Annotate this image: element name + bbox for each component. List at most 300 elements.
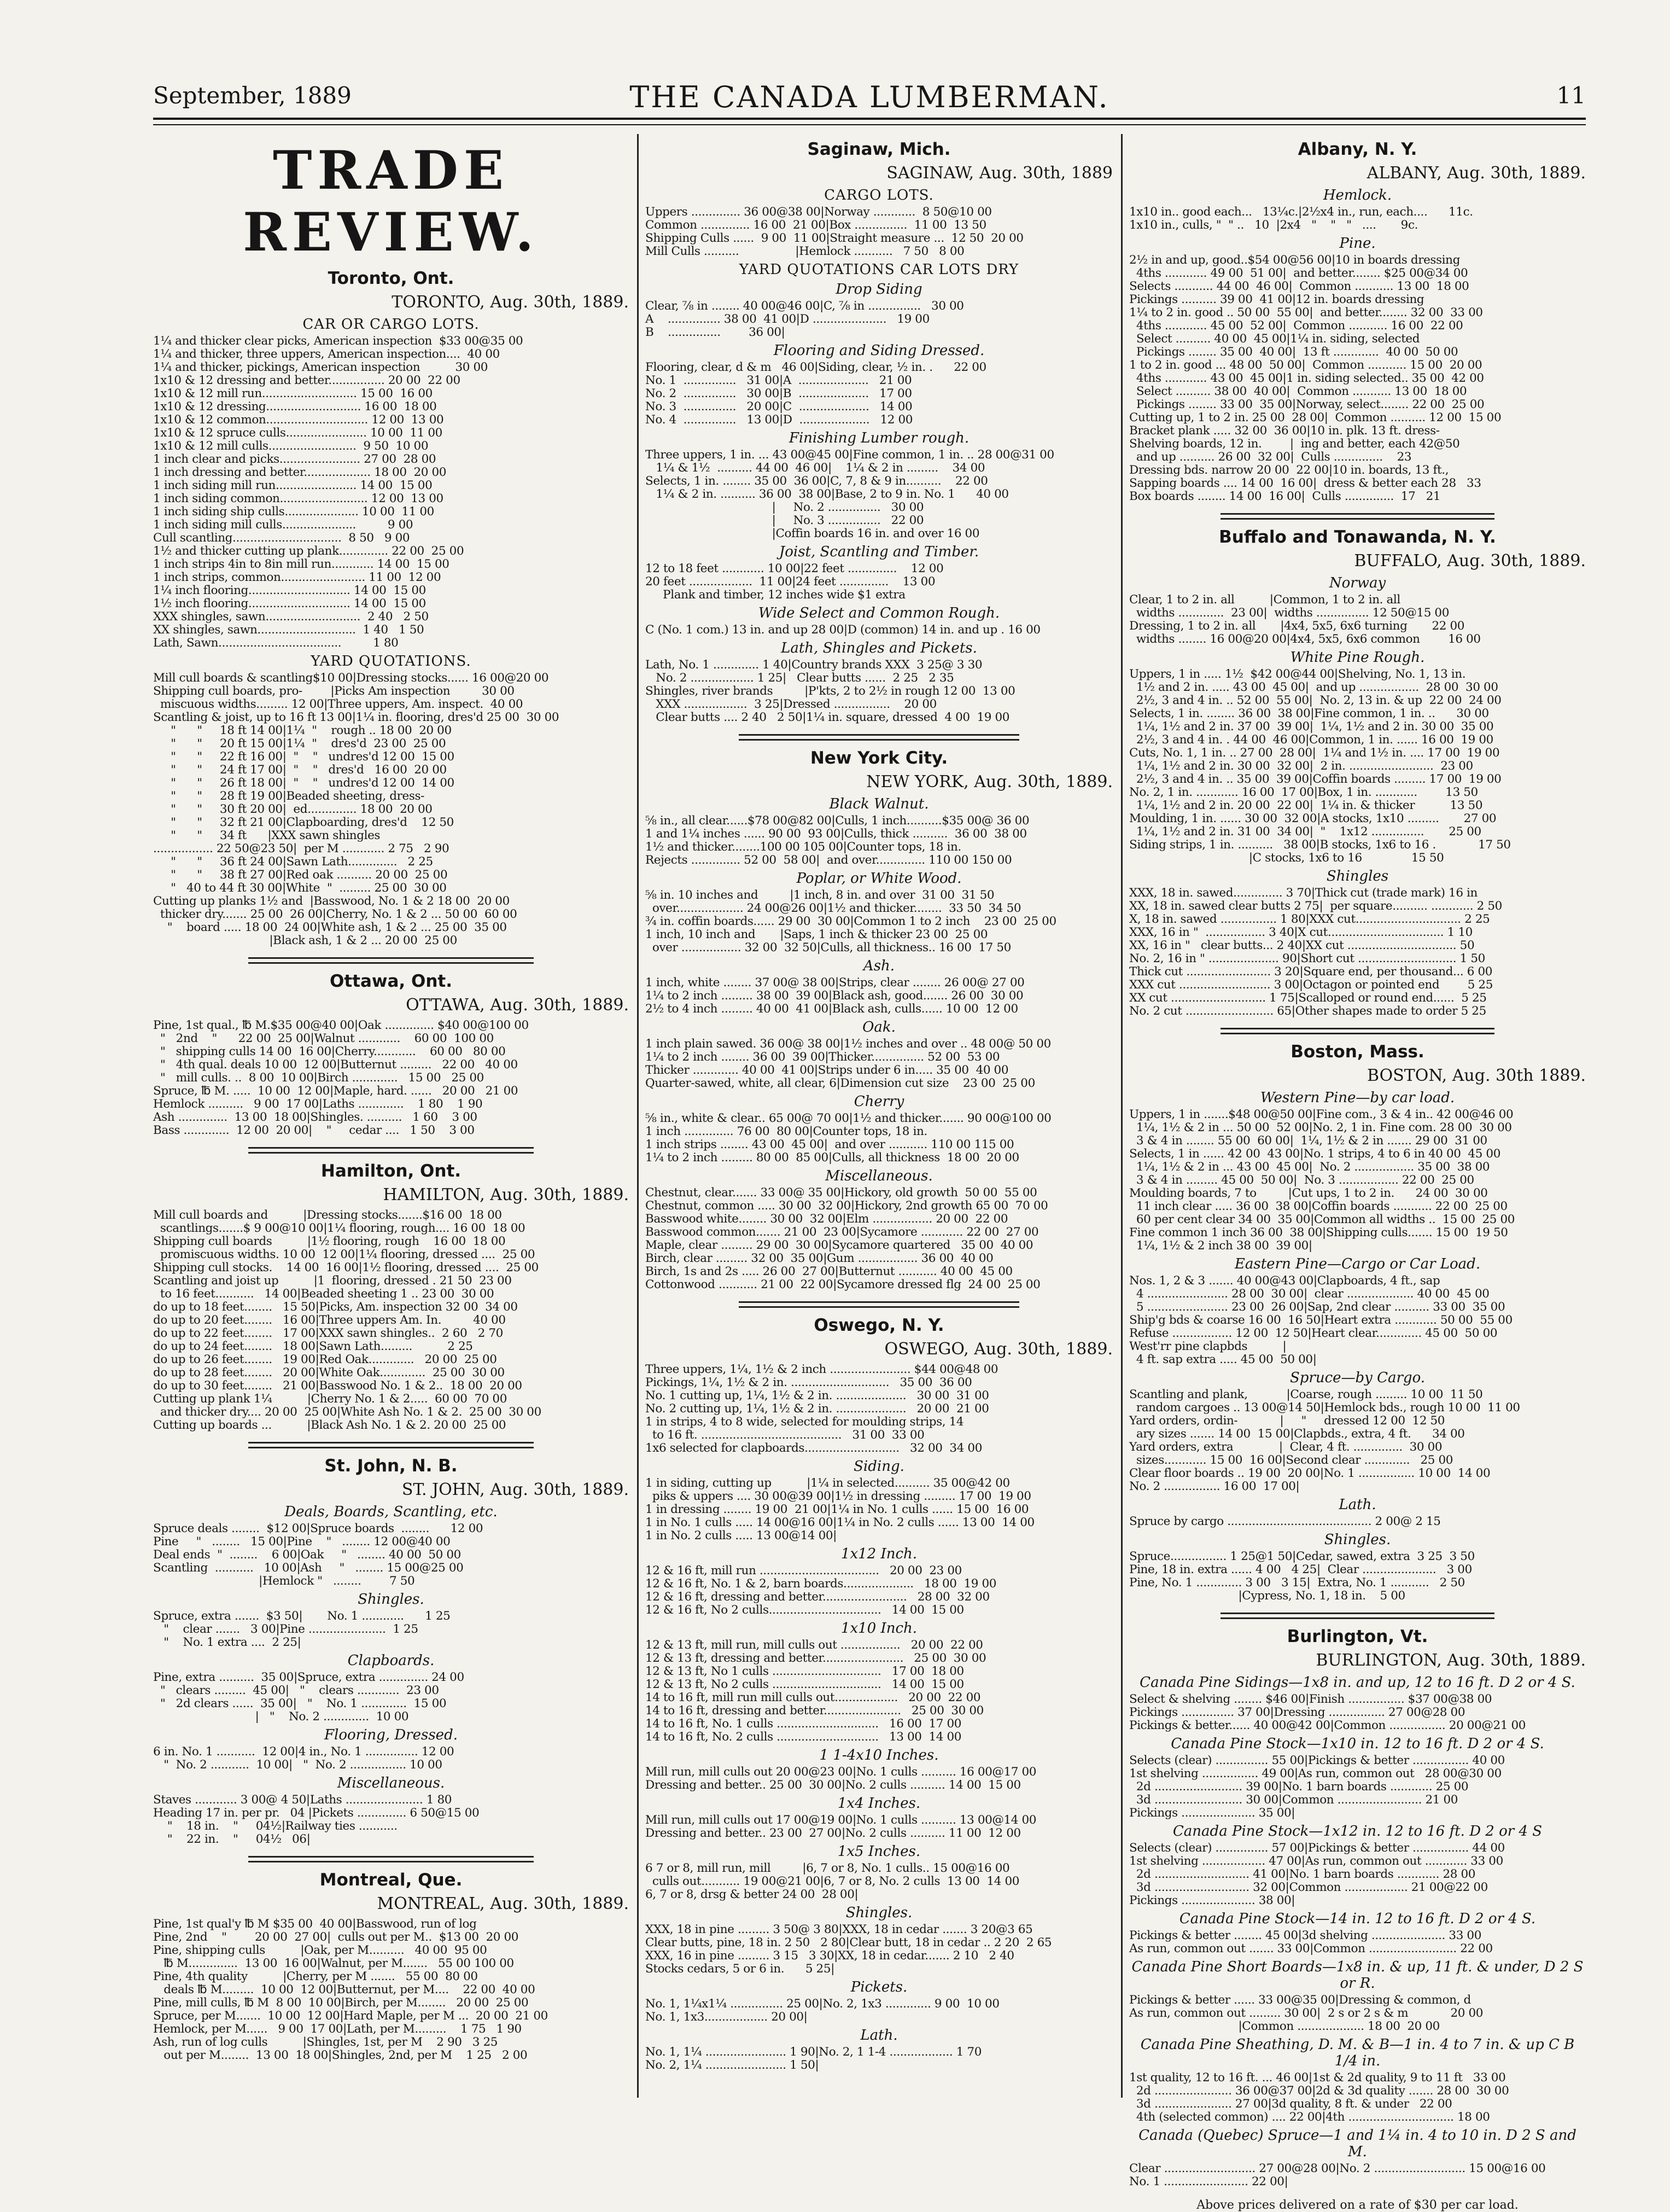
market-section: [153, 971, 629, 1137]
price-line: Pickings & better...... 40 00@42 00|Common ................ 20 00@21 00: [1129, 1719, 1526, 1732]
price-line: " 22 in. " 04½ 06|: [153, 1832, 311, 1846]
block-subheading: Clapboards.: [347, 1652, 435, 1669]
price-line: " No. 2 ........... 10 00| " No. 2 ................ 10 00: [153, 1758, 442, 1772]
price-line: do up to 24 feet........ 18 00|Sawn Lath......... 2 25: [153, 1340, 473, 1353]
price-line: Fine common 1 inch 36 00 38 00|Shipping culls....... 15 00 19 50: [1129, 1226, 1508, 1239]
price-line: 2½ in and up, good..$54 00@56 00|10 in boards dressing: [1129, 253, 1460, 267]
market-section: [1129, 1042, 1586, 1603]
market-section: [645, 139, 1113, 724]
block-subheading: Cherry: [854, 1093, 904, 1110]
price-line: widths ........ 16 00@20 00|4x4, 5x5, 6x6 common 16 00: [1129, 632, 1481, 646]
block-subheading: Canada Pine Stock—1x12 in. 12 to 16 ft. D 2 or 4 S: [1172, 1823, 1543, 1840]
price-line: 1 in siding, cutting up |1¼ in selected.......... 35 00@42 00: [645, 1476, 1010, 1490]
price-line: " No. 1 extra .... 2 25|: [153, 1635, 301, 1649]
price-line: 2d ...................... 36 00@37 00|2d & 3d quality ....... 28 00 30 00: [1129, 2084, 1509, 2098]
price-line: 1½ and thicker cutting up plank.............. 22 00 25 00: [153, 544, 464, 558]
price-line: " 40 to 44 ft 30 00|White " ......... 25 00 30 00: [153, 881, 447, 895]
price-line: 1 inch strips 4in to 8in mill run............ 14 00 15 00: [153, 557, 449, 571]
price-line: |Common ................... 18 00 20 00: [1129, 2019, 1440, 2033]
price-line: ary sizes ....... 14 00 15 00|Clapbds., extra, 4 ft. 34 00: [1129, 1427, 1465, 1441]
price-line: Mill run, mill culls out 20 00@23 00|No. 1 culls .......... 16 00@17 00: [645, 1765, 1037, 1779]
price-line: Sapping boards .... 14 00 16 00| dress & better each 28 33: [1129, 476, 1481, 490]
market-section: [1129, 527, 1586, 1018]
price-line: " " 30 ft 20 00| ed.............. 18 00 20 00: [153, 802, 433, 816]
column-right: [1129, 134, 1586, 2212]
price-line: 2½ to 4 inch ......... 40 00 41 00|Black ash, culls...... 10 00 12 00: [645, 1002, 1018, 1016]
price-line: Shipping cull boards, pro- |Picks Am inspection 30 00: [153, 684, 515, 698]
price-line: 1 in No. 1 culls ..... 14 00@16 00|1¼ in No. 2 culls ...... 13 00 14 00: [645, 1516, 1035, 1529]
price-line: Hemlock, per M...... 9 00 17 00|Lath, per M......... 1 75 1 90: [153, 2022, 522, 2036]
price-line: XXX cut .......................... 3 00|Octagon or pointed end 5 25: [1129, 978, 1493, 992]
block-subheading: Canada Pine Stock—1x10 in. 12 to 16 ft. D 2 or 4 S.: [1171, 1736, 1544, 1752]
price-line: 1st shelving ................ 49 00|As run, common out 28 00@30 00: [1129, 1767, 1502, 1780]
price-line: 1 inch plain sawed. 36 00@ 38 00|1½ inches and over .. 48 00@ 50 00: [645, 1037, 1051, 1051]
price-line: 1 inch dressing and better................... 18 00 20 00: [153, 465, 447, 479]
price-line: No. 1 ........................ 22 00|: [1129, 2175, 1288, 2188]
price-line: 1¼ to 2 in. good .. 50 00 55 00| and better........ 32 00 33 00: [1129, 306, 1483, 319]
price-line: 2½, 3 and 4 in. .. 35 00 39 00|Coffin boards ......... 17 00 19 00: [1129, 772, 1502, 786]
price-line: Ash .............. 13 00 18 00|Shingles. .......... 1 60 3 00: [153, 1110, 477, 1124]
price-line: Ship'g bds & coarse 16 00 16 50|Heart extra ............ 50 00 55 00: [1129, 1313, 1513, 1327]
price-line: 2½, 3 and 4 in. .. 52 00 55 00| No. 2, 13 in. & up 22 00 24 00: [1129, 694, 1502, 707]
price-line: widths ............. 23 00| widths ............... 12 50@15 00: [1129, 606, 1449, 620]
market-dateline: ALBANY, Aug. 30th, 1889.: [1367, 164, 1586, 183]
market-section: [645, 748, 1113, 1291]
block-subheading: 1x12 Inch.: [840, 1546, 918, 1562]
market-dateline: BOSTON, Aug. 30th 1889.: [1367, 1066, 1586, 1085]
block-heading: CARGO LOTS.: [824, 187, 934, 203]
price-line: 4ths ............ 49 00 51 00| and better........ $25 00@34 00: [1129, 266, 1468, 280]
price-line: 1¼, 1½ and 2 in. 30 00 32 00| 2 in. ........................ 23 00: [1129, 759, 1473, 773]
market-dateline: BURLINGTON, Aug. 30th, 1889.: [1316, 1651, 1586, 1670]
price-line: XXX, 18 in. sawed.............. 3 70|Thick cut (trade mark) 16 in: [1129, 886, 1478, 900]
price-line: Pine " ........ 15 00|Pine " ........ 12 00@40 00: [153, 1535, 451, 1549]
price-line: Pine, 4th quality |Cherry, per M ....... 55 00 80 00: [153, 1970, 478, 1983]
price-line: 12 & 16 ft, No 2 culls................................ 14 00 15 00: [645, 1603, 964, 1617]
price-line: " " 28 ft 19 00|Beaded sheeting, dress-: [153, 789, 424, 803]
price-line: No. 2 .................. 1 25| Clear butts ...... 2 25 2 35: [645, 671, 954, 685]
price-line: Spruce, per M....... 10 00 12 00|Hard Maple, per M ... 20 00 21 00: [153, 2009, 548, 2023]
price-line: out per M........ 13 00 18 00|Shingles, 2nd, per M 1 25 2 00: [153, 2048, 528, 2062]
price-line: Lath, Sawn................................... 1 80: [153, 636, 399, 650]
price-line: Selects (clear) ............... 55 00|Pickings & better ................ 40 00: [1129, 1754, 1505, 1767]
market-title: Montreal, Que.: [319, 1870, 463, 1890]
price-line: 1 in strips, 4 to 8 wide, selected for moulding strips, 14: [645, 1415, 964, 1429]
price-line: |Black ash, 1 & 2 ... 20 00 25 00: [153, 934, 457, 947]
price-line: 3 & 4 in ........ 55 00 60 00| 1¼, 1½ & 2 in ....... 29 00 31 00: [1129, 1134, 1487, 1148]
price-line: 1¼ & 2 in. .......... 36 00 38 00|Base, 2 to 9 in. No. 1 40 00: [645, 487, 1009, 501]
price-line: Cottonwood ........... 21 00 22 00|Sycamore dressed flg 24 00 25 00: [645, 1278, 1041, 1291]
price-line: Pickings ........ 35 00 40 00| 13 ft ............. 40 00 50 00: [1129, 345, 1458, 359]
price-line: 14 to 16 ft, No. 2 culls ............................. 13 00 14 00: [645, 1730, 962, 1744]
price-line: Scantling and plank, |Coarse, rough ......... 10 00 11 50: [1129, 1388, 1483, 1401]
price-line: 1 inch strips, common........................ 11 00 12 00: [153, 571, 441, 584]
price-line: No. 1 ............... 31 00|A .................... 21 00: [645, 374, 912, 387]
block-subheading: Shingles: [1326, 868, 1389, 884]
price-line: Plank and timber, 12 inches wide $1 extra: [645, 588, 906, 602]
price-line: 1x10 & 12 dressing........................... 16 00 18 00: [153, 400, 437, 414]
price-line: Shelving boards, 12 in. | ing and better, each 42@50: [1129, 437, 1460, 451]
price-line: thicker dry....... 25 00 26 00|Cherry, No. 1 & 2 ... 50 00 60 00: [153, 907, 517, 921]
price-line: miscuous widths......... 12 00|Three uppers, Am. inspect. 40 00: [153, 697, 523, 711]
price-line: Clear, 1 to 2 in. all |Common, 1 to 2 in. all: [1129, 593, 1400, 607]
price-line: 1 and 1¼ inches ...... 90 00 93 00|Culls, thick .......... 36 00 38 00: [645, 827, 1027, 841]
masthead: [153, 82, 1586, 120]
price-line: Spruce deals ........ $12 00|Spruce boards ........ 12 00: [153, 1522, 483, 1535]
price-line: " " 32 ft 21 00|Clapboarding, dres'd 12 50: [153, 816, 454, 829]
price-line: Pine, 18 in. extra ...... 4 00 4 25| Clear ..................... 3 00: [1129, 1563, 1472, 1576]
price-line: 1 inch clear and picks....................... 27 00 28 00: [153, 452, 436, 466]
price-line: " " 18 ft 14 00|1¼ " rough .. 18 00 20 00: [153, 724, 452, 737]
market-dateline: ST. JOHN, Aug. 30th, 1889.: [401, 1480, 629, 1499]
block-subheading: Black Walnut.: [829, 796, 929, 812]
price-line: | No. 2 ............... 30 00: [645, 500, 924, 514]
price-line: Common .............. 16 00 21 00|Box ............... 11 00 13 50: [645, 218, 986, 232]
section-divider: [739, 734, 1019, 741]
price-line: X, 18 in. sawed ................ 1 80|XXX cut.............................. 2 25: [1129, 912, 1490, 926]
block-subheading: White Pine Rough.: [1290, 649, 1425, 666]
price-line: 1¼ to 2 inch ......... 80 00 85 00|Culls, all thickness 18 00 20 00: [645, 1151, 1019, 1165]
issue-date: September, 1889: [153, 82, 352, 109]
price-line: Chestnut, common ..... 30 00 32 00|Hickory, 2nd growth 65 00 70 00: [645, 1199, 1048, 1213]
price-line: Pine, extra .......... 35 00|Spruce, extra .............. 24 00: [153, 1670, 464, 1684]
block-subheading: Lath.: [1339, 1497, 1376, 1513]
price-line: 1st shelving .................. 47 00|As run, common out ............ 33 00: [1129, 1854, 1503, 1868]
price-line: ⅝ in., all clear......$78 00@82 00|Culls, 1 inch..........$35 00@ 36 00: [645, 814, 1030, 828]
price-line: 1 inch, white ........ 37 00@ 38 00|Strips, clear ........ 26 00@ 27 00: [645, 976, 1025, 989]
price-line: 12 & 13 ft, dressing and better....................... 25 00 30 00: [645, 1651, 986, 1665]
price-line: " mill culls. .. 8 00 10 00|Birch ............. 15 00 25 00: [153, 1071, 484, 1085]
price-line: 1¼ and thicker, three uppers, American inspection.... 40 00: [153, 347, 500, 361]
price-line: Pickings ..................... 38 00|: [1129, 1894, 1295, 1907]
price-line: No. 1, 1x3.................. 20 00|: [645, 2010, 808, 2024]
price-line: |Hemlock " ........ 7 50: [153, 1574, 415, 1588]
block-subheading: Canada (Quebec) Spruce—1 and 1¼ in. 4 to 10 in. D 2 S and M.: [1138, 2127, 1576, 2160]
price-line: |C stocks, 1x6 to 16 15 50: [1129, 851, 1444, 865]
price-line: Siding strips, 1 in. .......... 38 00|B stocks, 1x6 to 16 . 17 50: [1129, 838, 1511, 852]
price-line: Pine, No. 1 ............. 3 00 3 15| Extra, No. 1 ........... 2 50: [1129, 1576, 1465, 1590]
price-line: Spruce, ℔ M. ..... 10 00 12 00|Maple, hard. ...... 20 00 21 00: [153, 1084, 518, 1098]
price-line: 4th (selected common) .... 22 00|4th .............................. 18 00: [1129, 2110, 1490, 2124]
price-line: No. 1, 1¼ ....................... 1 90|No. 2, 1 1-4 .................. 1 70: [645, 2045, 982, 2059]
trade-review-heading: TRADE REVIEW.: [243, 139, 539, 263]
block-heading: YARD QUOTATIONS.: [311, 653, 471, 670]
price-line: do up to 18 feet........ 15 50|Picks, Am. inspection 32 00 34 00: [153, 1300, 518, 1314]
price-line: Spruce by cargo ......................................... 2 00@ 2 15: [1129, 1515, 1441, 1528]
price-line: B ............... 36 00|: [645, 325, 785, 339]
price-line: Scantling ........... 10 00|Ash " ........ 15 00@25 00: [153, 1561, 464, 1575]
price-line: Birch, clear ......... 32 00 35 00|Gum ................. 36 00 40 00: [645, 1251, 994, 1265]
price-line: Bass ............. 12 00 20 00| " cedar .... 1 50 3 00: [153, 1124, 475, 1137]
price-line: do up to 20 feet........ 16 00|Three uppers Am. In. 40 00: [153, 1313, 506, 1327]
price-line: As run, common out ......... 30 00| 2 s or 2 s & m 20 00: [1129, 2006, 1484, 2020]
price-line: 1¼ inch flooring............................. 14 00 15 00: [153, 584, 426, 597]
section-divider: [248, 1442, 534, 1448]
price-line: " clear ....... 3 00|Pine ...................... 1 25: [153, 1622, 418, 1636]
price-line: 1½ and 2 in. ..... 43 00 45 00| and up ................. 28 00 30 00: [1129, 680, 1498, 694]
market-title: Oswego, N. Y.: [814, 1315, 944, 1335]
price-line: Scantling & joist, up to 16 ft 13 00|1¼ in. flooring, dres'd 25 00 30 00: [153, 711, 559, 724]
price-line: Pickings & better ........ 45 00|3d shelving ..................... 33 00: [1129, 1929, 1481, 1942]
price-line: No. 2, 1¼ ....................... 1 50|: [645, 2058, 819, 2072]
price-line: Flooring, clear, d & m 46 00|Siding, clear, ½ in. . 22 00: [645, 360, 986, 374]
block-subheading: Pine.: [1339, 235, 1376, 252]
price-line: 3d ......................... 30 00|Common ........................ 21 00: [1129, 1793, 1458, 1807]
price-line: Clear .......................... 27 00@28 00|No. 2 .......................... 15 00@16 00: [1129, 2162, 1546, 2175]
price-line: 1 inch .............. 76 00 80 00|Counter tops, 18 in.: [645, 1125, 927, 1138]
price-line: No. 2 ............... 30 00|B .................... 17 00: [645, 387, 912, 400]
price-line: Dressing, 1 to 2 in. all |4x4, 5x5, 6x6 turning 22 00: [1129, 619, 1465, 633]
price-line: No. 4 ............... 13 00|D .................... 12 00: [645, 413, 913, 427]
price-line: 1 inch siding ship culls..................... 10 00 11 00: [153, 505, 434, 519]
section-divider: [1221, 513, 1494, 520]
price-line: As run, common out ....... 33 00|Common ......................... 22 00: [1129, 1942, 1493, 1955]
block-subheading: Lath, Shingles and Pickets.: [781, 640, 977, 656]
price-line: Clear butts, pine, 18 in. 2 50 2 80|Clear butt, 18 in cedar .. 2 20 2 65: [645, 1936, 1052, 1949]
price-line: Scantling and joist up |1 flooring, dressed . 21 50 23 00: [153, 1274, 512, 1288]
price-line: do up to 26 feet........ 19 00|Red Oak............. 20 00 25 00: [153, 1353, 497, 1366]
market-title: Toronto, Ont.: [328, 269, 454, 288]
price-line: Mill run, mill culls out 17 00@19 00|No. 1 culls .......... 13 00@14 00: [645, 1813, 1037, 1827]
price-line: Cutting up plank 1¼ |Cherry No. 1 & 2..... 60 00 70 00: [153, 1392, 507, 1406]
price-line: No. 2, 1 in. ............ 16 00 17 00|Box, 1 in. ............ 13 50: [1129, 785, 1478, 799]
column-divider: [637, 134, 639, 2098]
price-line: Yard orders, extra | Clear, 4 ft. .............. 30 00: [1129, 1440, 1443, 1454]
price-line: Pine, 2nd " 20 00 27 00| culls out per M.. $13 00 20 00: [153, 1930, 519, 1944]
price-line: Three uppers, 1 in. ... 43 00@45 00|Fine common, 1 in. .. 28 00@31 00: [645, 448, 1054, 462]
price-line: Selects (clear) ............... 57 00|Pickings & better ................ 44 00: [1129, 1841, 1505, 1855]
price-line: 5 ....................... 23 00 26 00|Sap, 2nd clear .......... 33 00 35 00: [1129, 1300, 1505, 1314]
price-line: to 16 feet........... 14 00|Beaded sheeting 1 .. 23 00 30 00: [153, 1287, 494, 1301]
price-line: Selects ........... 44 00 46 00| Common ........... 13 00 18 00: [1129, 280, 1469, 293]
price-line: 11 inch clear ..... 36 00 38 00|Coffin boards ........... 22 00 25 00: [1129, 1200, 1508, 1213]
price-line: Clear, ⅞ in ........ 40 00@46 00|C, ⅞ in ............... 30 00: [645, 299, 964, 313]
market-dateline: MONTREAL, Aug. 30th, 1889.: [377, 1894, 629, 1913]
market-title: Burlington, Vt.: [1287, 1627, 1428, 1646]
price-line: Cutting up, 1 to 2 in. 25 00 28 00| Common .......... 12 00 15 00: [1129, 411, 1502, 424]
price-line: ℔ M.............. 13 00 16 00|Walnut, per M....... 55 00 100 00: [153, 1957, 514, 1970]
block-subheading: Western Pine—by car load.: [1260, 1090, 1455, 1106]
price-line: culls out........... 19 00@21 00|6, 7 or 8, No. 2 culls 13 00 14 00: [645, 1875, 1019, 1888]
price-line: Stocks cedars, 5 or 6 in. 5 25|: [645, 1962, 834, 1976]
block-subheading: Ash.: [863, 958, 895, 974]
price-line: Cull scantling............................... 8 50 9 00: [153, 531, 410, 545]
block-subheading: Eastern Pine—Cargo or Car Load.: [1234, 1256, 1481, 1272]
price-line: 12 to 18 feet ............ 10 00|22 feet .............. 12 00: [645, 562, 944, 575]
price-line: 3d ...................... 27 00|3d quality, 8 ft. & under 22 00: [1129, 2097, 1452, 2111]
market-title: Ottawa, Ont.: [329, 971, 453, 991]
price-line: Cuts, No. 1, 1 in. .. 27 00 28 00| 1¼ and 1½ in. .... 17 00 19 00: [1129, 746, 1500, 760]
price-line: C (No. 1 com.) 13 in. and up 28 00|D (common) 14 in. and up . 16 00: [645, 623, 1041, 637]
price-line: Select .......... 38 00 40 00| Common ........... 13 00 18 00: [1129, 385, 1467, 398]
market-section: [1129, 1627, 1586, 2188]
market-section: [153, 1456, 629, 1846]
price-line: 1x10 & 12 mill run........................... 15 00 16 00: [153, 387, 433, 400]
price-line: ¾ in. coffin boards...... 29 00 30 00|Common 1 to 2 inch 23 00 25 00: [645, 915, 1056, 928]
market-title: Boston, Mass.: [1291, 1042, 1424, 1062]
price-line: 20 feet .................. 11 00|24 feet .............. 13 00: [645, 575, 936, 589]
price-line: " " 38 ft 27 00|Red oak .......... 20 00 25 00: [153, 868, 448, 882]
price-line: 1¼ to 2 inch ........ 36 00 39 00|Thicker............... 52 00 53 00: [645, 1050, 1000, 1064]
price-line: 1x10 & 12 spruce culls....................... 10 00 11 00: [153, 426, 442, 440]
block-subheading: 1x5 Inches.: [837, 1843, 921, 1860]
price-line: Uppers .............. 36 00@38 00|Norway ............ 8 50@10 00: [645, 205, 992, 219]
price-line: 1x10 in.. good each... 13¼c.|2½x4 in., run, each.... 11c.: [1129, 205, 1473, 219]
column-divider: [1121, 134, 1123, 2098]
block-subheading: 1x10 Inch.: [840, 1620, 918, 1637]
block-subheading: Norway: [1329, 575, 1386, 591]
price-line: ⅝ in., white & clear.. 65 00@ 70 00|1½ and thicker....... 90 00@100 00: [645, 1111, 1052, 1125]
price-line: 1 inch siding common......................... 12 00 13 00: [153, 492, 443, 505]
price-line: Clear butts .... 2 40 2 50|1¼ in. square, dressed 4 00 19 00: [645, 711, 1010, 724]
price-line: 1¼, 1½ and 2 in. 37 00 39 00| 1¼, 1½ and 2 in. 30 00 35 00: [1129, 720, 1494, 734]
price-line: promiscuous widths. 10 00 12 00|1¼ flooring, dressed .... 25 00: [153, 1248, 535, 1261]
price-line: 1¼ to 2 inch ......... 38 00 39 00|Black ash, good....... 26 00 30 00: [645, 989, 1024, 1003]
price-line: " " 36 ft 24 00|Sawn Lath.............. 2 25: [153, 855, 433, 869]
market-section: [153, 269, 629, 947]
price-line: |Coffin boards 16 in. and over 16 00: [645, 527, 980, 540]
price-line: 1¼, 1½ and 2 in. 31 00 34 00| " 1x12 ............... 25 00: [1129, 825, 1481, 839]
block-heading: YARD QUOTATIONS CAR LOTS DRY: [739, 261, 1019, 278]
market-section: [1129, 139, 1586, 503]
market-section: [153, 1161, 629, 1432]
price-line: 1¼ and thicker, pickings, American inspection 30 00: [153, 360, 488, 374]
price-line: No. 1 cutting up, 1¼, 1½ & 2 in. .................... 30 00 31 00: [645, 1389, 989, 1402]
price-line: 12 & 13 ft, mill run, mill culls out ................. 20 00 22 00: [645, 1638, 983, 1652]
market-title: Buffalo and Tonawanda, N. Y.: [1219, 527, 1496, 547]
price-line: XX cut ........................... 1 75|Scalloped or round end...... 5 25: [1129, 991, 1487, 1005]
price-line: " " 34 ft |XXX sawn shingles: [153, 829, 381, 842]
market-dateline: TORONTO, Aug. 30th, 1889.: [392, 293, 629, 312]
price-line: " clears ......... 45 00| " clears ............ 23 00: [153, 1684, 439, 1697]
price-line: Refuse ................. 12 00 12 50|Heart clear............. 45 00 50 00: [1129, 1326, 1498, 1340]
price-line: 2½, 3 and 4 in. . 44 00 46 00|Common, 1 in. ...... 16 00 19 00: [1129, 733, 1493, 747]
price-line: 1x6 selected for clapboards........................... 32 00 34 00: [645, 1441, 982, 1455]
price-line: Spruce, extra ....... $3 50| No. 1 ............ 1 25: [153, 1609, 451, 1623]
price-line: 1x10 & 12 mill culls......................... 9 50 10 00: [153, 439, 429, 453]
price-line: 1¼, 1½ and 2 in. 20 00 22 00| 1¼ in. & thicker 13 50: [1129, 799, 1483, 812]
masthead-rule-thin: [153, 124, 1586, 125]
price-line: Selects, 1 in. ........ 35 00 36 00|C, 7, 8 & 9 in.......... 22 00: [645, 474, 988, 488]
price-line: " " 20 ft 15 00|1¼ " dres'd 23 00 25 00: [153, 737, 446, 750]
price-line: 12 & 16 ft, dressing and better........................ 28 00 32 00: [645, 1590, 990, 1604]
price-line: Maple, clear ......... 29 00 30 00|Sycamore quartered 35 00 40 00: [645, 1238, 1033, 1252]
price-line: Hemlock .......... 9 00 17 00|Laths ............. 1 80 1 90: [153, 1097, 483, 1111]
block-subheading: Hemlock.: [1323, 187, 1392, 203]
market-title: St. John, N. B.: [324, 1456, 458, 1476]
price-line: 14 to 16 ft, mill run mill culls out.................. 20 00 22 00: [645, 1691, 981, 1704]
block-subheading: Finishing Lumber rough.: [789, 430, 970, 446]
price-line: 4 ft. sap extra ..... 45 00 50 00|: [1129, 1353, 1317, 1366]
price-line: Pickings ..................... 35 00|: [1129, 1806, 1295, 1820]
price-line: Spruce................ 1 25@1 50|Cedar, sawed, extra 3 25 3 50: [1129, 1550, 1475, 1563]
price-line: Nos. 1, 2 & 3 ....... 40 00@43 00|Clapboards, 4 ft., sap: [1129, 1274, 1440, 1288]
block-subheading: Lath.: [860, 2027, 898, 2044]
market-dateline: OSWEGO, Aug. 30th, 1889.: [884, 1340, 1113, 1359]
block-subheading: Deals, Boards, Scantling, etc.: [284, 1504, 498, 1520]
price-line: 6 in. No. 1 ........... 12 00|4 in., No. 1 ............... 12 00: [153, 1745, 454, 1759]
block-subheading: Flooring, Dressed.: [324, 1727, 458, 1743]
price-line: | " No. 2 ............. 10 00: [153, 1710, 409, 1724]
price-line: 3 & 4 in ......... 45 00 50 00| No. 3 ................. 22 00 25 00: [1129, 1173, 1474, 1187]
price-line: ................. 22 50@23 50| per M ............ 2 75 2 90: [153, 842, 449, 855]
price-line: Pickings .......... 39 00 41 00|12 in. boards dressing: [1129, 293, 1424, 306]
price-line: Select & shelving ........ $46 00|Finish ................ $37 00@38 00: [1129, 1692, 1492, 1706]
price-line: 14 to 16 ft, dressing and better...................... 25 00 30 00: [645, 1704, 984, 1718]
price-line: over ................. 32 00 32 50|Culls, all thickness.. 16 00 17 50: [645, 941, 1011, 954]
price-line: Pine, 1st qual'y ℔ M $35 00 40 00|Basswood, run of log: [153, 1917, 477, 1931]
block-subheading: Siding.: [854, 1458, 904, 1475]
block-subheading: 1x4 Inches.: [837, 1795, 921, 1812]
price-line: West'rr pine clapbds |: [1129, 1340, 1287, 1353]
price-line: Uppers, 1 in .......$48 00@50 00|Fine com., 3 & 4 in.. 42 00@46 00: [1129, 1108, 1514, 1121]
block-subheading: Shingles.: [1324, 1532, 1391, 1548]
price-line: No. 2 cutting up, 1¼, 1½ & 2 in. .................... 20 00 21 00: [645, 1402, 989, 1416]
section-divider: [1221, 1613, 1494, 1619]
price-line: 1 in No. 2 culls ..... 13 00@14 00|: [645, 1529, 837, 1542]
price-line: Dressing and better.. 25 00 30 00|No. 2 culls .......... 14 00 15 00: [645, 1778, 1021, 1792]
block-heading: CAR OR CARGO LOTS.: [302, 316, 480, 333]
price-line: No. 2, 16 in " .................... 90|Short cut ............................ 1 50: [1129, 952, 1485, 965]
price-line: Selects, 1 in. ........ 36 00 38 00|Fine common, 1 in. .. 30 00: [1129, 707, 1489, 720]
block-subheading: Canada Pine Stock—14 in. 12 to 16 ft. D 2 or 4 S.: [1179, 1911, 1536, 1927]
price-line: Birch, 1s and 2s ..... 26 00 27 00|Butternut ........... 40 00 45 00: [645, 1265, 1013, 1278]
market-title: Saginaw, Mich.: [807, 139, 951, 159]
price-line: 1st quality, 12 to 16 ft. ... 46 00|1st & 2d quality, 9 to 11 ft 33 00: [1129, 2071, 1506, 2085]
price-line: " shipping culls 14 00 16 00|Cherry............ 60 00 80 00: [153, 1045, 506, 1058]
price-line: Mill Culls .......... |Hemlock ........... 7 50 8 00: [645, 245, 965, 258]
price-line: " " 22 ft 16 00| " " undres'd 12 00 15 00: [153, 750, 454, 764]
price-line: Shipping cull boards |1½ flooring, rough 16 00 18 00: [153, 1235, 506, 1248]
price-line: Basswood common....... 21 00 23 00|Sycamore ............ 22 00 27 00: [645, 1225, 1039, 1239]
market-title: Hamilton, Ont.: [320, 1161, 462, 1181]
price-line: No. 3 ............... 20 00|C .................... 14 00: [645, 400, 913, 414]
column-middle: [645, 134, 1113, 2098]
block-subheading: Joist, Scantling and Timber.: [779, 544, 979, 560]
market-section: [645, 1315, 1113, 2072]
masthead-rule: [153, 118, 1586, 120]
price-line: Pine, 1st qual., ℔ M.$35 00@40 00|Oak .............. $40 00@100 00: [153, 1018, 529, 1032]
price-line: XXX .................. 3 25|Dressed ................ 20 00: [645, 697, 937, 711]
price-line: 12 & 13 ft, No 1 culls ............................... 17 00 18 00: [645, 1664, 964, 1678]
price-line: Select .......... 40 00 45 00|1¼ in. siding, selected: [1129, 332, 1420, 346]
price-line: Cutting up boards ... |Black Ash No. 1 & 2. 20 00 25 00: [153, 1418, 506, 1432]
section-divider: [248, 957, 534, 964]
price-line: Yard orders, ordin- | " dressed 12 00 12 50: [1129, 1414, 1445, 1428]
price-line: 1 inch strips ........ 43 00 45 00| and over ........... 110 00 115 00: [645, 1138, 1014, 1151]
price-line: piks & uppers .... 30 00@39 00|1½ in dressing ......... 17 00 19 00: [645, 1489, 1031, 1503]
price-line: |Cypress, No. 1, 18 in. 5 00: [1129, 1589, 1405, 1603]
price-line: 1 inch, 10 inch and |Saps, 1 inch & thicker 23 00 25 00: [645, 928, 988, 941]
price-line: Pine, mill culls, ℔ M 8 00 10 00|Birch, per M........ 20 00 25 00: [153, 1996, 529, 2010]
block-subheading: Canada Pine Short Boards—1x8 in. & up, 11 ft. & under, D 2 S or R.: [1131, 1959, 1584, 1992]
price-line: Pickings ........ 33 00 35 00|Norway, select........ 22 00 25 00: [1129, 398, 1485, 411]
price-line: Selects, 1 in ...... 42 00 43 00|No. 1 strips, 4 to 6 in 40 00 45 00: [1129, 1147, 1500, 1161]
price-line: 1¼, 1½ & 2 in ... 50 00 52 00|No. 2, 1 in. Fine com. 28 00 30 00: [1129, 1121, 1512, 1134]
price-line: scantlings.......$ 9 00@10 00|1¼ flooring, rough.... 16 00 18 00: [153, 1221, 525, 1235]
price-line: XXX, 18 in pine ......... 3 50@ 3 80|XXX, 18 in cedar ....... 3 20@3 65: [645, 1923, 1033, 1936]
price-line: 1x10 in., culls, " " .. 10 |2x4 " " " .... 9c.: [1129, 218, 1418, 232]
price-line: No. 2 ................ 16 00 17 00|: [1129, 1480, 1300, 1493]
price-line: " 4th qual. deals 10 00 12 00|Butternut ......... 22 00 40 00: [153, 1058, 518, 1072]
price-line: 12 & 16 ft, No. 1 & 2, barn boards.................... 18 00 19 00: [645, 1577, 996, 1591]
price-line: Pickings, 1¼, 1½ & 2 in. ............................ 35 00 36 00: [645, 1376, 972, 1389]
price-line: XXX, 16 in pine ......... 3 15 3 30|XX, 18 in cedar....... 2 10 2 40: [645, 1949, 1014, 1963]
price-line: Mill cull boards & scantling$10 00|Dressing stocks...... 16 00@20 00: [153, 671, 549, 685]
market-dateline: OTTAWA, Aug. 30th, 1889.: [406, 996, 629, 1015]
price-line: No. 2 cut ......................... 65|Other shapes made to order 5 25: [1129, 1004, 1486, 1018]
price-line: | No. 3 ............... 22 00: [645, 514, 924, 527]
